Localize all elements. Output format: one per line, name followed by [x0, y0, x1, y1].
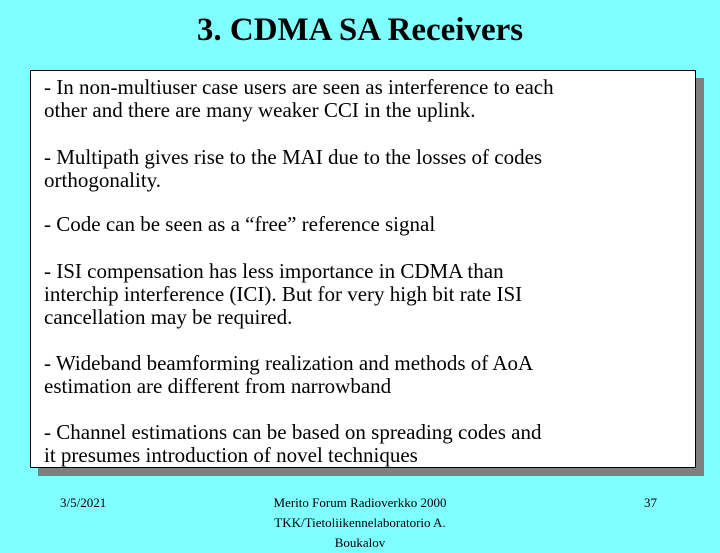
content-box — [30, 70, 696, 468]
bullet-multipath: - Multipath gives rise to the MAI due to the losses of codes orthogonality. — [44, 145, 543, 192]
bullet-isi-compensation: - ISI compensation has less importance in CDMA than interchip interference (ICI). But for very high bit rate ISI cancellation may be required. — [44, 259, 523, 329]
footer-center-text: Merito Forum Radioverkko 2000 TKK/Tietoliikennelaboratorio A. Boukalov — [273, 495, 447, 550]
bullet-wideband-beamforming: - Wideband beamforming realization and methods of AoA estimation are different from narrowband — [44, 351, 534, 398]
bullet-non-multiuser: - In non-multiuser case users are seen as interference to each other and there are many weaker CCI in the uplink. — [44, 75, 554, 122]
slide-title: 3. CDMA SA Receivers — [196, 12, 524, 48]
bullet-channel-estimation: - Channel estimations can be based on spreading codes and it presumes introduction of novel techniques — [44, 420, 542, 467]
bullet-code-reference: - Code can be seen as a “free” reference signal — [44, 212, 436, 236]
footer-page-number: 37 — [644, 495, 657, 510]
footer-date: 3/5/2021 — [60, 495, 107, 510]
